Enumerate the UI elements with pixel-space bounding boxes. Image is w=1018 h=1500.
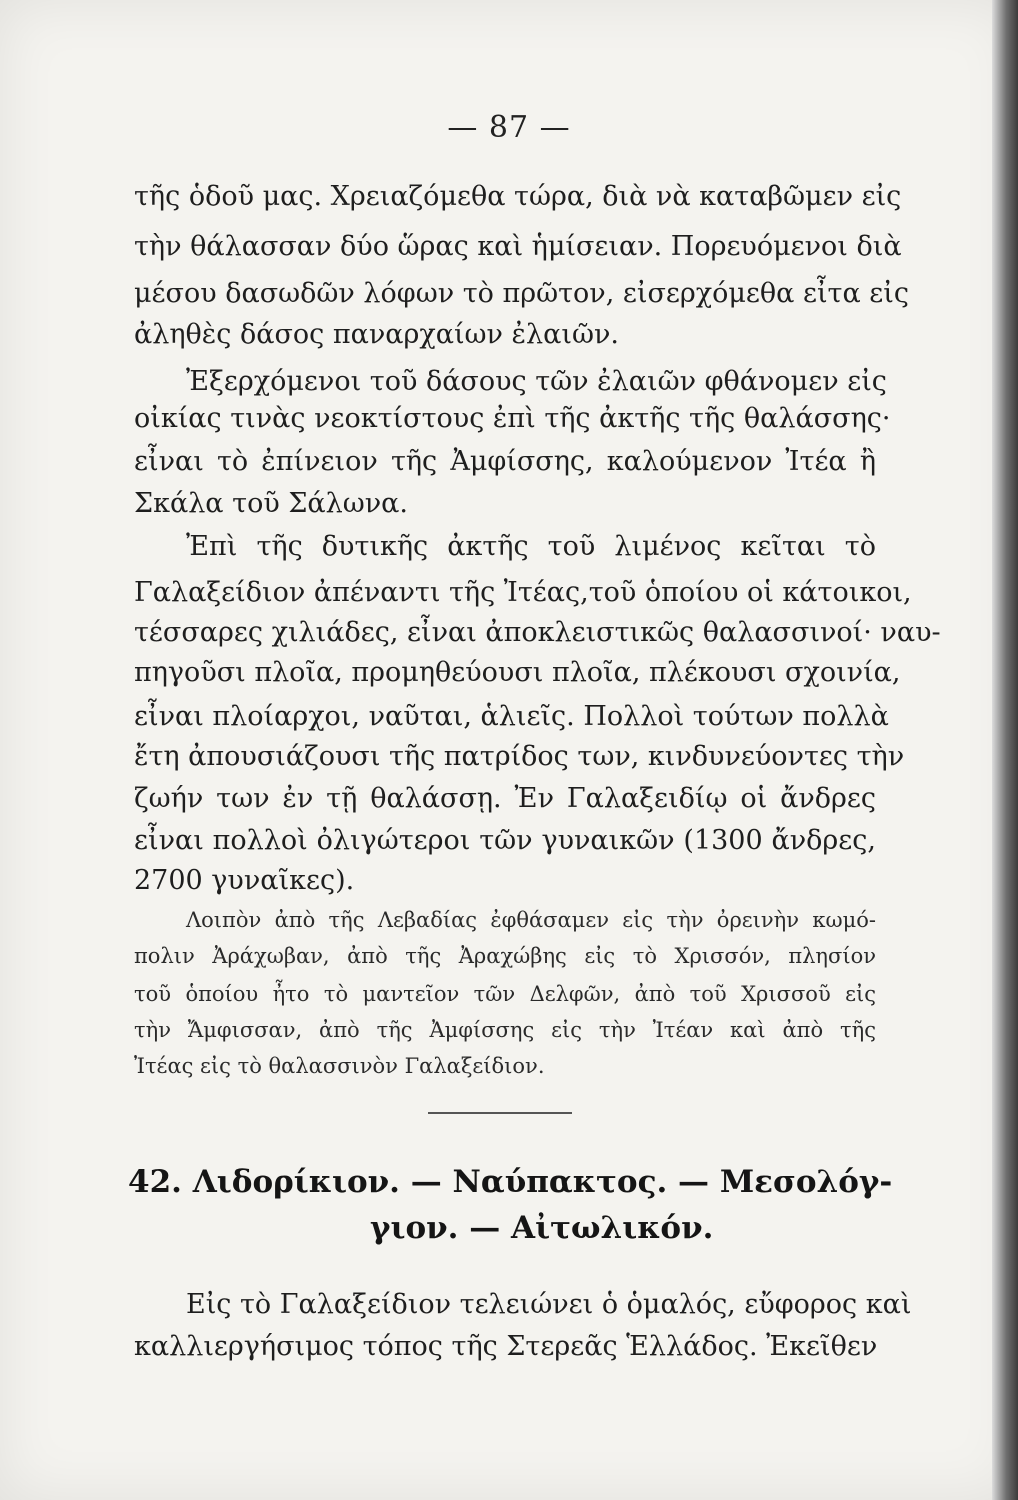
page-number: — 87 — (447, 110, 571, 145)
section-heading: 42. Λιδορίκιον. — Ναύπακτος. — Μεσολόγ- (128, 1164, 893, 1200)
body-line: εἶναι πολλοὶ ὀλιγώτεροι τῶν γυναικῶν (1300 ἄνδρες, (134, 825, 876, 856)
body-line: τῆς ὁδοῦ μας. Χρειαζόμεθα τώρα, διὰ νὰ καταβῶμεν εἰς (134, 181, 902, 212)
body-line: ζωήν των ἐν τῇ θαλάσσῃ. Ἐν Γαλαξειδίῳ οἱ ἄνδρες (134, 783, 876, 814)
body-line: Σκάλα τοῦ Σάλωνα. (134, 488, 408, 519)
section-divider (428, 1112, 572, 1114)
body-line: οἰκίας τινὰς νεοκτίστους ἐπὶ τῆς ἀκτῆς τῆς θαλάσσης· (134, 403, 891, 434)
body-line: 2700 γυναῖκες). (134, 865, 355, 896)
body-line: Γαλαξείδιον ἀπέναντι τῆς Ἰτέας,τοῦ ὁποίου οἱ κάτοικοι, (134, 577, 912, 608)
body-line: εἶναι πλοίαρχοι, ναῦται, ἁλιεῖς. Πολλοὶ τούτων πολλὰ (134, 701, 889, 732)
note-line: Λοιπὸν ἀπὸ τῆς Λεβαδίας ἐφθάσαμεν εἰς τὴν ὀρεινὴν κωμό- (186, 908, 876, 932)
body-line: μέσου δασωδῶν λόφων τὸ πρῶτον, εἰσερχόμεθα εἶτα εἰς (134, 278, 909, 309)
body-line: τέσσαρες χιλιάδες, εἶναι ἀποκλειστικῶς θαλασσινοί· ναυ- (134, 617, 941, 648)
body-line: τὴν θάλασσαν δύο ὥρας καὶ ἡμίσειαν. Πορευόμενοι διὰ (134, 231, 902, 262)
body-line: καλλιεργήσιμος τόπος τῆς Στερεᾶς Ἑλλάδος. Ἐκεῖθεν (134, 1331, 878, 1362)
body-line: εἶναι τὸ ἐπίνειον τῆς Ἀμφίσσης, καλούμενον Ἰτέα ἢ (134, 446, 876, 477)
section-heading-continuation: γιον. — Αἰτωλικόν. (370, 1210, 714, 1246)
note-line: πολιν Ἀράχωβαν, ἀπὸ τῆς Ἀραχώβης εἰς τὸ Χρισσόν, πλησίον (134, 944, 876, 968)
note-line: τὴν Ἄμφισσαν, ἀπὸ τῆς Ἀμφίσσης εἰς τὴν Ἰτέαν καὶ ἀπὸ τῆς (134, 1018, 876, 1042)
body-line: Εἰς τὸ Γαλαξείδιον τελειώνει ὁ ὁμαλός, εὔφορος καὶ (186, 1289, 912, 1320)
body-line: Ἐξερχόμενοι τοῦ δάσους τῶν ἐλαιῶν φθάνομεν εἰς (186, 366, 887, 397)
body-line: Ἐπὶ τῆς δυτικῆς ἀκτῆς τοῦ λιμένος κεῖται τὸ (186, 531, 876, 562)
body-line: πηγοῦσι πλοῖα, προμηθεύουσι πλοῖα, πλέκουσι σχοινία, (134, 657, 901, 688)
note-line: Ἰτέας εἰς τὸ θαλασσινὸν Γαλαξείδιον. (134, 1054, 545, 1078)
body-line: ἔτη ἀπουσιάζουσι τῆς πατρίδος των, κινδυνεύοντες τὴν (134, 741, 905, 772)
body-line: ἀληθὲς δάσος παναρχαίων ἐλαιῶν. (134, 319, 619, 350)
note-line: τοῦ ὁποίου ἦτο τὸ μαντεῖον τῶν Δελφῶν, ἀπὸ τοῦ Χρισσοῦ εἰς (134, 982, 876, 1006)
scan-edge-shadow (992, 0, 1018, 1500)
